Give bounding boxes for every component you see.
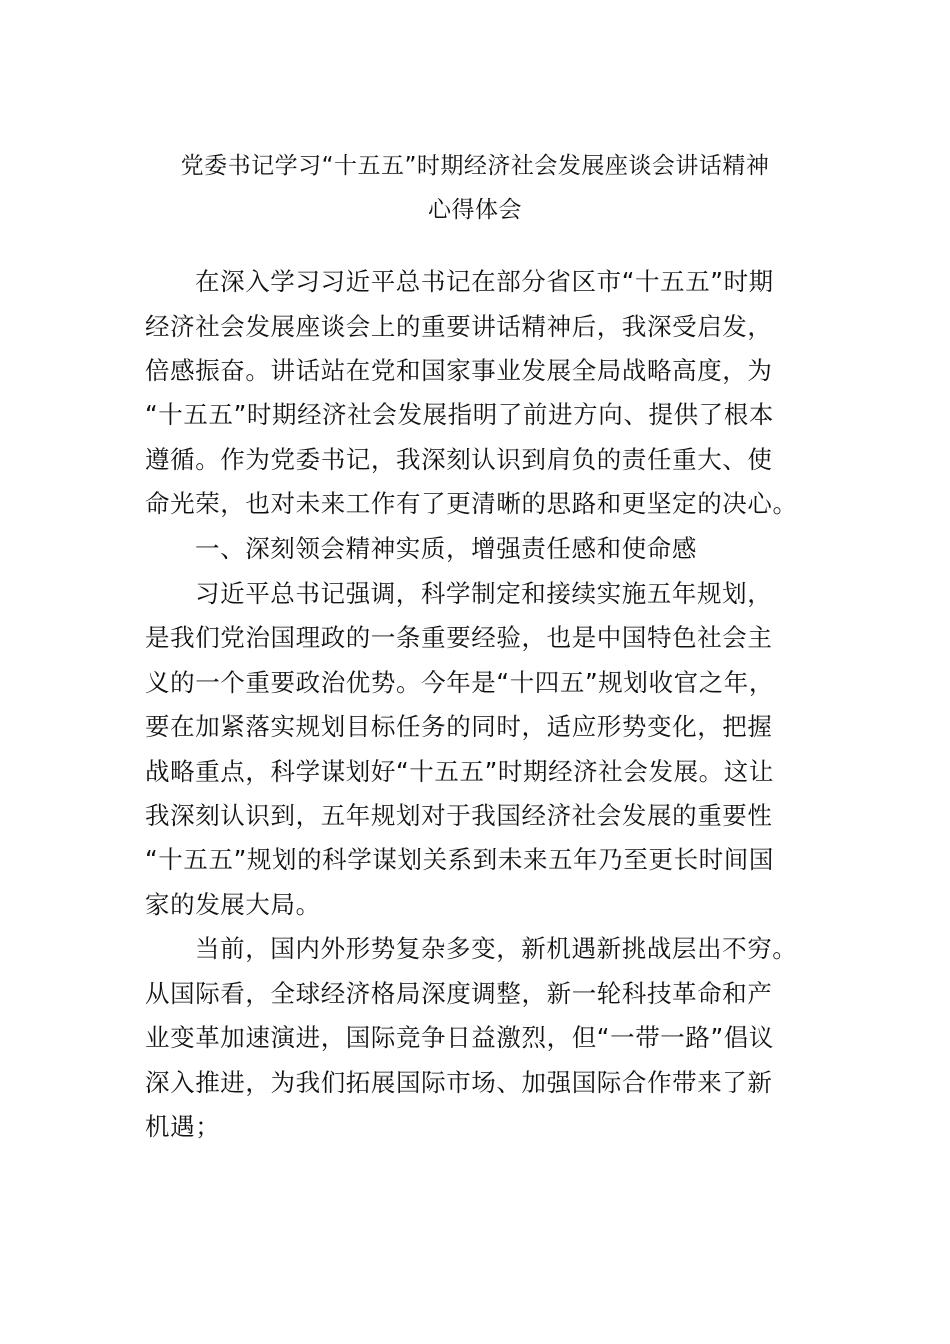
paragraph-2-line-8: 家的发展大局。 (145, 890, 321, 919)
paragraph-2-line-6: 我深刻认识到，五年规划对于我国经济社会发展的重要性 (145, 801, 773, 830)
paragraph-1-line-3: 倍感振奋。讲话站在党和国家事业发展全局战略高度，为 (145, 356, 773, 385)
paragraph-2-line-5: 战略重点，科学谋划好“十五五”时期经济社会发展。这让 (145, 757, 774, 786)
paragraph-3-line-5: 机遇； (145, 1112, 221, 1141)
paragraph-2-line-4: 要在加紧落实规划目标任务的同时，适应形势变化，把握 (145, 712, 773, 741)
paragraph-3-line-1: 当前，国内外形势复杂多变，新机遇新挑战层出不穷。 (195, 934, 798, 963)
paragraph-3-line-4: 深入推进，为我们拓展国际市场、加强国际合作带来了新 (145, 1068, 773, 1097)
paragraph-2-line-7: “十五五”规划的科学谋划关系到未来五年乃至更长时间国 (145, 845, 774, 874)
document-title-line-1: 党委书记学习“十五五”时期经济社会发展座谈会讲话精神 (180, 153, 770, 179)
paragraph-1-line-5: 遵循。作为党委书记，我深刻认识到肩负的责任重大、使 (145, 445, 773, 474)
paragraph-3-line-2: 从国际看，全球经济格局深度调整，新一轮科技革命和产 (145, 979, 773, 1008)
paragraph-2-line-2: 是我们党治国理政的一条重要经验，也是中国特色社会主 (145, 623, 773, 652)
paragraph-2-line-1: 习近平总书记强调，科学制定和接续实施五年规划， (195, 579, 773, 608)
section-heading-1: 一、深刻领会精神实质，增强责任感和使命感 (195, 534, 697, 563)
paragraph-1-line-6: 命光荣，也对未来工作有了更清晰的思路和更坚定的决心。 (145, 489, 798, 518)
paragraph-1-line-1: 在深入学习习近平总书记在部分省区市“十五五”时期 (195, 267, 774, 296)
paragraph-3-line-3: 业变革加速演进，国际竞争日益激烈，但“一带一路”倡议 (145, 1023, 774, 1052)
paragraph-1-line-4: “十五五”时期经济社会发展指明了前进方向、提供了根本 (145, 400, 774, 429)
document-title-line-2: 心得体会 (428, 197, 522, 223)
paragraph-1-line-2: 经济社会发展座谈会上的重要讲话精神后，我深受启发， (145, 312, 773, 341)
paragraph-2-line-3: 义的一个重要政治优势。今年是“十四五”规划收官之年， (145, 668, 774, 697)
